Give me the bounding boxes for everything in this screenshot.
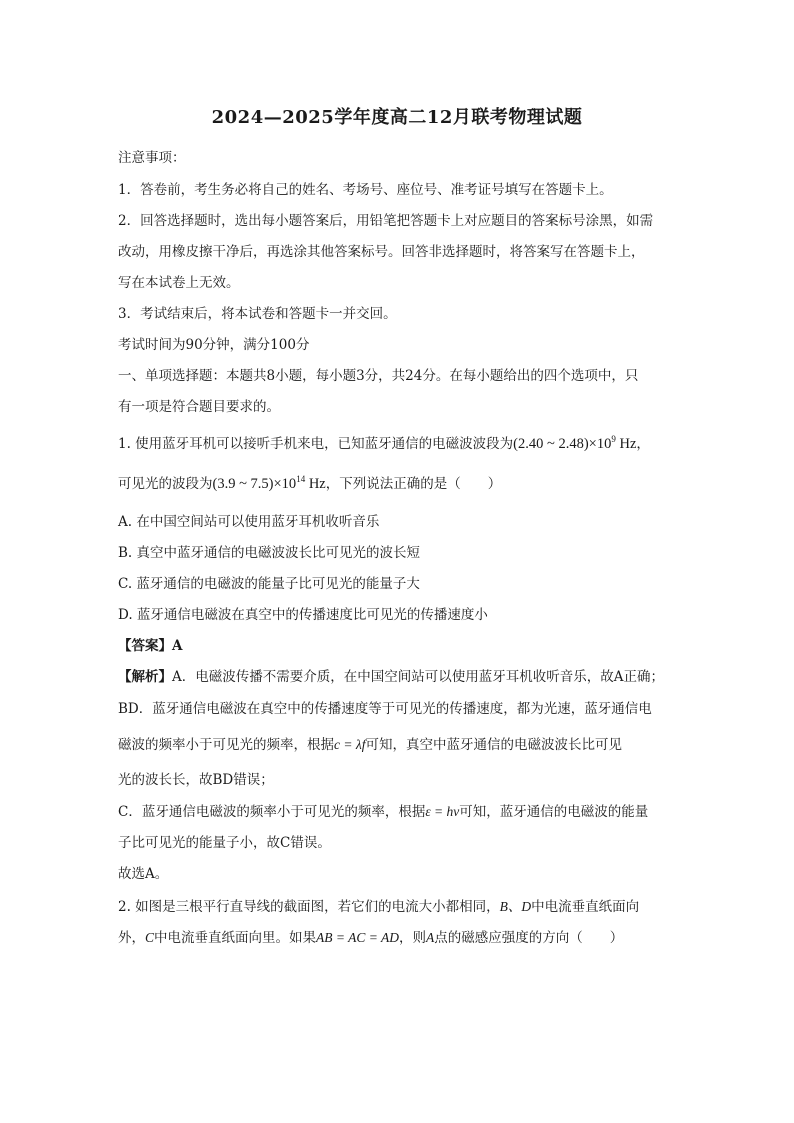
q1-option-c: C. 蓝牙通信的电磁波的能量子比可见光的能量子大 (118, 576, 420, 592)
q1-conclusion: 故选A。 (118, 866, 169, 882)
q1-formula-bluetooth: (2.40 ~ $2.48)\times 10^9$ Hz (513, 434, 637, 452)
formula-c-lambda-f: c = λf (334, 737, 366, 752)
q1-analysis-line4: 光的波长长，故BD错误； (118, 772, 274, 788)
q1-stem-line2: 可见光的波段为(3.9 ~ $7.5)\times 10^{14}$ Hz，下列说法正确的是（ ） (118, 474, 502, 492)
notice-item-2-end: 写在本试卷上无效。 (118, 275, 240, 291)
q1-option-a: A. 在中国空间站可以使用蓝牙耳机收听音乐 (118, 514, 380, 530)
q1-analysis-line1: 【解析】A．电磁波传播不需要介质，在中国空间站可以使用蓝牙耳机收听音乐，故A正确； (118, 669, 664, 685)
q1-option-d: D. 蓝牙通信电磁波在真空中的传播速度比可见光的传播速度小 (118, 607, 488, 623)
formula-ab-ac-ad: AB = AC = AD (316, 930, 399, 945)
exam-time-info: 考试时间为90分钟，满分100分 (118, 337, 310, 353)
section1-heading: 一、单项选择题：本题共8小题，每小题3分，共24分。在每小题给出的四个选项中，只 (118, 368, 639, 384)
q1-analysis-line2: BD．蓝牙通信电磁波在真空中的传播速度等于可见光的传播速度，都为光速，蓝牙通信电 (118, 701, 652, 717)
formula-epsilon-h-nu: ε = hν (425, 804, 460, 819)
q1-analysis-line6: 子比可见光的能量子小，故C错误。 (118, 835, 331, 851)
notice-item-1: 1．答卷前，考生务必将自己的姓名、考场号、座位号、准考证号填写在答题卡上。 (118, 182, 613, 198)
q2-stem-line1: 2. 如图是三根平行直导线的截面图，若它们的电流大小都相同，B、D中电流垂直纸面向 (118, 899, 640, 915)
q1-stem-text: 1. 使用蓝牙耳机可以接听手机来电，已知蓝牙通信的电磁波波段为 (118, 436, 514, 452)
q1-option-b: B. 真空中蓝牙通信的电磁波波长比可见光的波长短 (118, 545, 421, 561)
section1-heading-cont: 有一项是符合题目要求的。 (118, 399, 280, 415)
exam-title: 2024—2025学年度高二12月联考物理试题 (211, 107, 583, 128)
notice-item-2-cont: 改动，用橡皮擦干净后，再选涂其他答案标号。回答非选择题时，将答案写在答题卡上， (118, 244, 645, 260)
q1-analysis-line3: 磁波的频率小于可见光的频率，根据c = λf可知，真空中蓝牙通信的电磁波波长比可见 (118, 737, 622, 753)
q2-stem-line2: 外，C中电流垂直纸面向里。如果AB = AC = AD，则A点的磁感应强度的方向（ ） (118, 930, 624, 946)
q1-answer: 【答案】A (118, 638, 183, 654)
notice-item-3: 3．考试结束后，将本试卷和答题卡一并交回。 (118, 306, 397, 322)
q1-analysis-line5: C．蓝牙通信电磁波的频率小于可见光的频率，根据ε = hν可知，蓝牙通信的电磁波的能量 (118, 804, 649, 820)
q1-stem-line1: 1. 使用蓝牙耳机可以接听手机来电，已知蓝牙通信的电磁波波段为(2.40 ~ $2.48)\times 10^9$ Hz， (118, 434, 650, 452)
notice-item-2: 2．回答选择题时，选出每小题答案后，用铅笔把答题卡上对应题目的答案标号涂黑，如需 (118, 213, 654, 229)
q1-formula-visible: (3.9 ~ $7.5)\times 10^{14}$ Hz (212, 474, 326, 492)
notice-heading: 注意事项： (118, 150, 186, 166)
